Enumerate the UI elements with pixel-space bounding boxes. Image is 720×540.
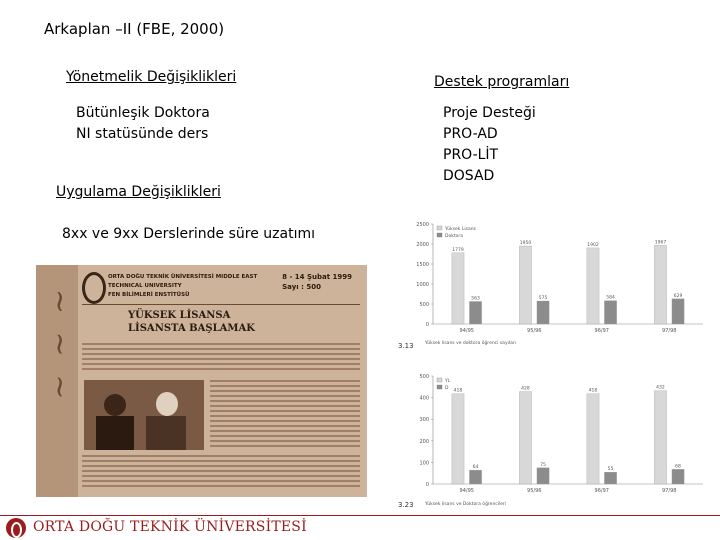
legend-label: YL	[445, 379, 451, 384]
bar	[519, 246, 531, 324]
left-heading: Yönetmelik Değişiklikleri	[66, 69, 237, 85]
bar	[587, 394, 599, 484]
data-label: 584	[606, 295, 615, 301]
x-tick-label: 96/97	[594, 328, 609, 334]
bar	[452, 253, 464, 324]
y-tick-label: 200	[419, 438, 429, 445]
footer-text: ORTA DOĞU TEKNİK ÜNİVERSİTESİ	[33, 519, 307, 535]
list-item: PRO-AD	[443, 126, 498, 142]
y-tick-label: 0	[425, 322, 429, 328]
bar	[672, 299, 684, 324]
data-label: 418	[453, 388, 463, 394]
clipping-strip-decoration: ~ ~ ~	[42, 285, 77, 400]
bar	[469, 301, 481, 324]
data-label: 575	[538, 296, 548, 301]
clipping-title-2: LİSANSTA BAŞLAMAK	[128, 323, 255, 334]
bar	[604, 301, 616, 324]
chart-bottom-svg	[403, 370, 715, 498]
legend-label: Doktora	[445, 234, 463, 239]
legend-label: Yüksek Lisans	[445, 227, 476, 232]
data-label: 55	[607, 467, 614, 473]
clipping-title-1: YÜKSEK LİSANSA	[128, 310, 231, 321]
y-tick-label: 500	[419, 374, 429, 380]
bar	[537, 301, 549, 324]
data-label: 428	[521, 386, 530, 392]
figure-number-bottom: 3.23	[398, 501, 414, 509]
left-list	[76, 103, 210, 145]
x-tick-label: 94/95	[459, 488, 474, 494]
x-tick-label: 97/98	[662, 328, 677, 334]
list-item: Proje Desteği	[443, 105, 536, 121]
footer	[0, 515, 720, 540]
legend-label: D	[445, 386, 449, 391]
x-tick-label: 97/98	[662, 488, 677, 494]
bar	[654, 245, 666, 324]
figure-number-top: 3.13	[398, 342, 414, 350]
list-item: NI statüsünde ders	[76, 126, 209, 142]
bar	[452, 394, 464, 484]
clipping-issue: Sayı : 500	[282, 283, 321, 291]
bar	[519, 392, 531, 484]
data-label: 629	[673, 293, 683, 299]
clipping-org: ORTA DOĞU TEKNİK ÜNİVERSİTESİ MIDDLE EAST TECHNICAL UNIVERSITY	[108, 274, 258, 289]
data-label: 68	[675, 464, 681, 470]
bar	[469, 470, 481, 484]
list-item: PRO-LİT	[443, 147, 499, 163]
data-label: 418	[588, 388, 598, 394]
y-tick-label: 100	[419, 460, 429, 467]
data-label: 1779	[452, 247, 464, 253]
bar	[672, 469, 684, 484]
footer-divider	[0, 515, 720, 516]
clipping-header	[82, 270, 360, 305]
x-tick-label: 96/97	[594, 488, 609, 494]
data-label: 563	[471, 296, 480, 302]
data-label: 64	[472, 465, 479, 471]
y-tick-label: 0	[425, 482, 429, 488]
y-tick-label: 1000	[416, 282, 429, 288]
y-tick-label: 500	[419, 302, 429, 308]
clipping-org-2: FEN BİLİMLERİ ENSTİTÜSÜ	[108, 292, 190, 298]
chart-bottom	[403, 370, 715, 498]
data-label: 1950	[519, 241, 532, 246]
y-tick-label: 2000	[416, 242, 429, 248]
right-list	[443, 103, 536, 187]
chart-top-svg	[403, 218, 715, 338]
figure-caption-bottom: Yüksek lisans ve Doktora öğrencileri	[425, 502, 507, 507]
left-heading-2: Uygulama Değişiklikleri	[56, 184, 221, 200]
university-logo-icon	[82, 272, 106, 304]
x-tick-label: 95/96	[527, 488, 542, 494]
x-tick-label: 95/96	[527, 328, 542, 334]
y-tick-label: 1500	[416, 262, 429, 268]
bar	[587, 248, 599, 324]
clipping-side-strip	[36, 265, 78, 497]
y-tick-label: 2500	[416, 222, 429, 228]
clipping-text-lines	[82, 343, 360, 373]
chart-top	[403, 218, 715, 338]
data-label: 432	[656, 385, 665, 391]
legend-swatch	[437, 233, 442, 237]
bar	[654, 391, 666, 484]
bar	[537, 468, 549, 484]
list-item: DOSAD	[443, 168, 495, 184]
figure-caption-top: Yüksek lisans ve doktora öğrenci sayıları	[425, 341, 516, 346]
clipping-text-column	[210, 380, 360, 450]
legend-swatch	[437, 385, 442, 389]
university-logo-icon	[6, 518, 26, 538]
data-label: 75	[540, 462, 546, 468]
note-text: 8xx ve 9xx Derslerinde süre uzatımı	[62, 226, 316, 242]
clipping-photo	[84, 380, 204, 450]
clipping-text-bottom	[82, 455, 360, 490]
list-item: Bütünleşik Doktora	[76, 105, 210, 121]
legend-swatch	[437, 378, 442, 382]
newspaper-clipping	[36, 265, 367, 497]
clipping-date: 8 - 14 Şubat 1999	[282, 273, 352, 281]
legend-swatch	[437, 226, 442, 230]
slide-title: Arkaplan –II (FBE, 2000)	[44, 20, 225, 38]
data-label: 1902	[587, 242, 599, 248]
y-tick-label: 300	[419, 417, 429, 424]
right-heading: Destek programları	[434, 74, 570, 90]
data-label: 1967	[654, 240, 667, 246]
x-tick-label: 94/95	[459, 328, 474, 334]
y-tick-label: 400	[419, 395, 429, 402]
bar	[604, 472, 616, 484]
